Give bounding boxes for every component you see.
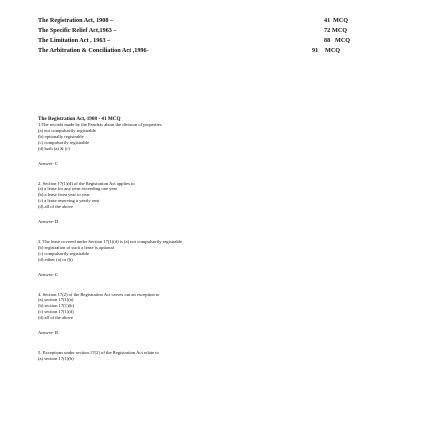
question-item	[38, 239, 398, 278]
question-text: 1.The records made by the Panchas about the division of properties	[38, 122, 162, 128]
answer: Answer- B	[38, 329, 58, 335]
question-text: 2. Section 17(1)(d) of the Registration Act applies to	[38, 180, 135, 186]
section-heading: The Registration Act, 1908 - 41 MCQ	[38, 116, 121, 122]
option: (a) section 17(1)(a)	[38, 297, 74, 303]
summary-row	[38, 27, 398, 37]
mcq-summary-table	[38, 17, 398, 57]
summary-unit: MCQ	[333, 17, 349, 24]
summary-count: 41	[324, 17, 331, 24]
option: (b) a lease from year to year	[38, 192, 90, 198]
summary-unit: MCQ	[332, 27, 348, 34]
summary-act: The Arbitration & Conciliation Act ,1996-	[38, 47, 149, 54]
question-item	[38, 122, 398, 166]
option: (c) compulsorily registrable	[38, 139, 90, 145]
option: (a) section 17(1)(b)	[38, 355, 74, 361]
summary-unit: MCQ	[325, 47, 341, 54]
option: (b) optionally registrable	[38, 133, 84, 139]
option: (d) all of the above	[38, 315, 73, 321]
option: (b) section 17(1)(b)	[38, 303, 74, 309]
summary-unit: MCQ	[335, 37, 351, 44]
option: (d) all of the above	[38, 204, 73, 210]
question-text: 3. The lease covered under Section 17(1)(d) is (a) not compulsorily registrable	[38, 239, 183, 245]
option: (c) section 17(1)(d)	[38, 309, 74, 315]
question-list	[38, 116, 398, 376]
option: (a) a lease for any term exceeding one year	[38, 186, 118, 192]
question-item	[38, 350, 398, 362]
summary-count: 72	[324, 27, 331, 34]
option: (d) either (a) or (b)	[38, 256, 73, 262]
option: (d) both (a) & (c)	[38, 145, 70, 151]
question-text: 5. Exceptions under section 17(2) of the Registration Act relate to	[38, 349, 159, 355]
summary-count: 91	[312, 47, 319, 54]
question-item	[38, 181, 398, 225]
summary-count: 88	[324, 37, 331, 44]
answer: Answer- D	[38, 219, 59, 225]
option: (a) not compulsorily registrable	[38, 128, 97, 133]
summary-row	[38, 47, 398, 57]
summary-act: The Registration Act, 1908 –	[38, 17, 114, 24]
question-text: 4. Section 17(2) of the Registration Act carves out an exception to	[38, 291, 160, 297]
answer: Answer- C	[38, 271, 58, 277]
summary-row	[38, 37, 398, 47]
summary-act: The Specific Relief Act,1963 –	[38, 27, 117, 34]
option: (b) registration of such a lease is optional	[38, 244, 114, 250]
answer: Answer- C	[38, 160, 58, 166]
option: (c) a lease reserving a yearly rent	[38, 198, 99, 204]
summary-row	[38, 17, 398, 27]
question-item	[38, 292, 398, 336]
option: (c) compulsorily registrable	[38, 250, 90, 256]
summary-act: The Limitation Act , 1963 –	[38, 37, 111, 44]
